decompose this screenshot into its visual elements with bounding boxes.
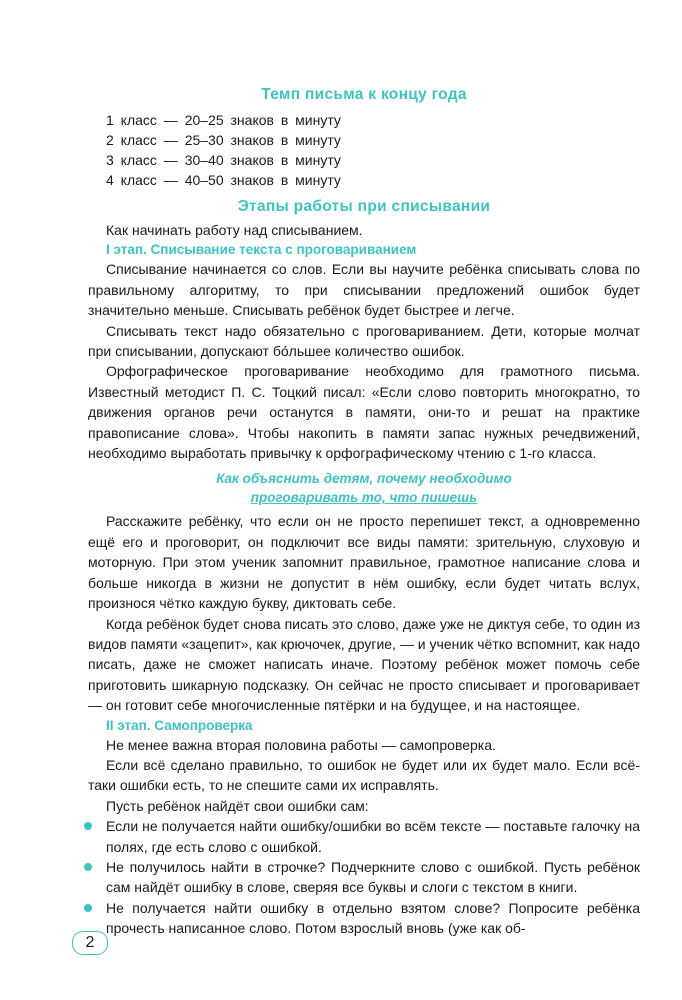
paragraph: Не менее важна вторая половина работы — самопроверка. bbox=[106, 736, 496, 753]
subheading-line-1: Как объяснить детям, почему необходимо bbox=[216, 471, 512, 487]
paragraph: Пусть ребёнок найдёт свои ошибки сам: bbox=[106, 797, 369, 814]
bullet-item bbox=[88, 816, 640, 857]
list-item: 4 класс — 40–50 знаков в минуту bbox=[106, 172, 341, 188]
stage-1-heading: I этап. Списывание текста с проговариванием bbox=[106, 242, 417, 258]
paragraph: Списывание начинается со слов. Если вы научите ребёнка списывать слова по правильному алгоритму, то при списывании предложений ошибок будет значительно меньше. Списывать ребёнок будет быстрее и легче. bbox=[88, 261, 640, 319]
paragraph: Расскажите ребёнку, что если он не просто перепишет текст, а одновременно ещё его и проговорит, он подключит все виды памяти: зрительную, слуховую и моторную. При этом ученик запомнит правильное, грамотное написание слова и больше никогда в жизни не допустит в нём ошибку, если будет читать вслух, произнося чётко каждую букву, диктовать себе. bbox=[88, 513, 640, 612]
list-item: 1 класс — 20–25 знаков в минуту bbox=[106, 112, 341, 128]
subheading bbox=[88, 469, 640, 507]
bullet-text: Не получилось найти в строчке? Подчеркните слово с ошибкой. Пусть ребёнок сам найдёт ошибку в слове, сверяя все буквы и слоги с текстом в книги. bbox=[106, 858, 640, 896]
bullet-item bbox=[88, 898, 640, 939]
bullet-list bbox=[88, 816, 640, 938]
bullet-dot-icon bbox=[84, 822, 92, 830]
page-number: 2 bbox=[72, 931, 108, 955]
page-title: Темп письма к концу года bbox=[261, 86, 467, 103]
paragraph: Списывать текст надо обязательно с проговариванием. Дети, которые молчат при списывании, допускают бо́льшее количество ошибок. bbox=[88, 322, 640, 360]
page-content bbox=[88, 80, 640, 939]
paragraph: Орфографическое проговаривание необходимо для грамотного письма. Известный методист П. С. Тоцкий писал: «Если слово повторить многократно, то движения органов речи останутся в памяти, они-то и решат на практике правописание слова». Чтобы накопить в памяти запас нужных речедвижений, необходимо выработать привычку к орфографическому чтению с 1-го класса. bbox=[88, 363, 640, 462]
bullet-dot-icon bbox=[84, 863, 92, 871]
intro-paragraph: Как начинать работу над списыванием. bbox=[106, 222, 363, 238]
bullet-dot-icon bbox=[84, 904, 92, 912]
writing-speed-list bbox=[106, 110, 640, 190]
stage-2-heading: II этап. Самопроверка bbox=[106, 717, 253, 733]
paragraph: Если всё сделано правильно, то ошибок не будет или их будет мало. Если всё-таки ошибки есть, то не спешите сами их исправлять. bbox=[88, 756, 640, 794]
bullet-text: Не получается найти ошибку в отдельно взятом слове? Попросите ребёнка прочесть написанное слово. Потом взрослый вновь (уже как об- bbox=[106, 899, 640, 937]
list-item: 3 класс — 30–40 знаков в минуту bbox=[106, 152, 341, 168]
paragraph: Когда ребёнок будет снова писать это слово, даже уже не диктуя себе, то один из видов памяти «зацепит», как крючочек, другие, — и ученик чётко вспомнит, как надо писать, даже не сможет написать иначе. Поэтому ребёнок может помочь себе приготовить шикарную подсказку. Он сейчас не просто списывает и проговаривает — он готовит себе многочисленные пятёрки и на будущее, и на настоящее. bbox=[88, 615, 640, 714]
section-title: Этапы работы при списывании bbox=[237, 198, 491, 215]
bullet-text: Если не получается найти ошибку/ошибки во всём тексте — поставьте галочку на полях, где есть слово с ошибкой. bbox=[106, 818, 640, 855]
subheading-line-2: проговаривать то, что пишешь bbox=[250, 490, 478, 506]
list-item: 2 класс — 25–30 знаков в минуту bbox=[106, 132, 341, 148]
bullet-item bbox=[88, 857, 640, 898]
